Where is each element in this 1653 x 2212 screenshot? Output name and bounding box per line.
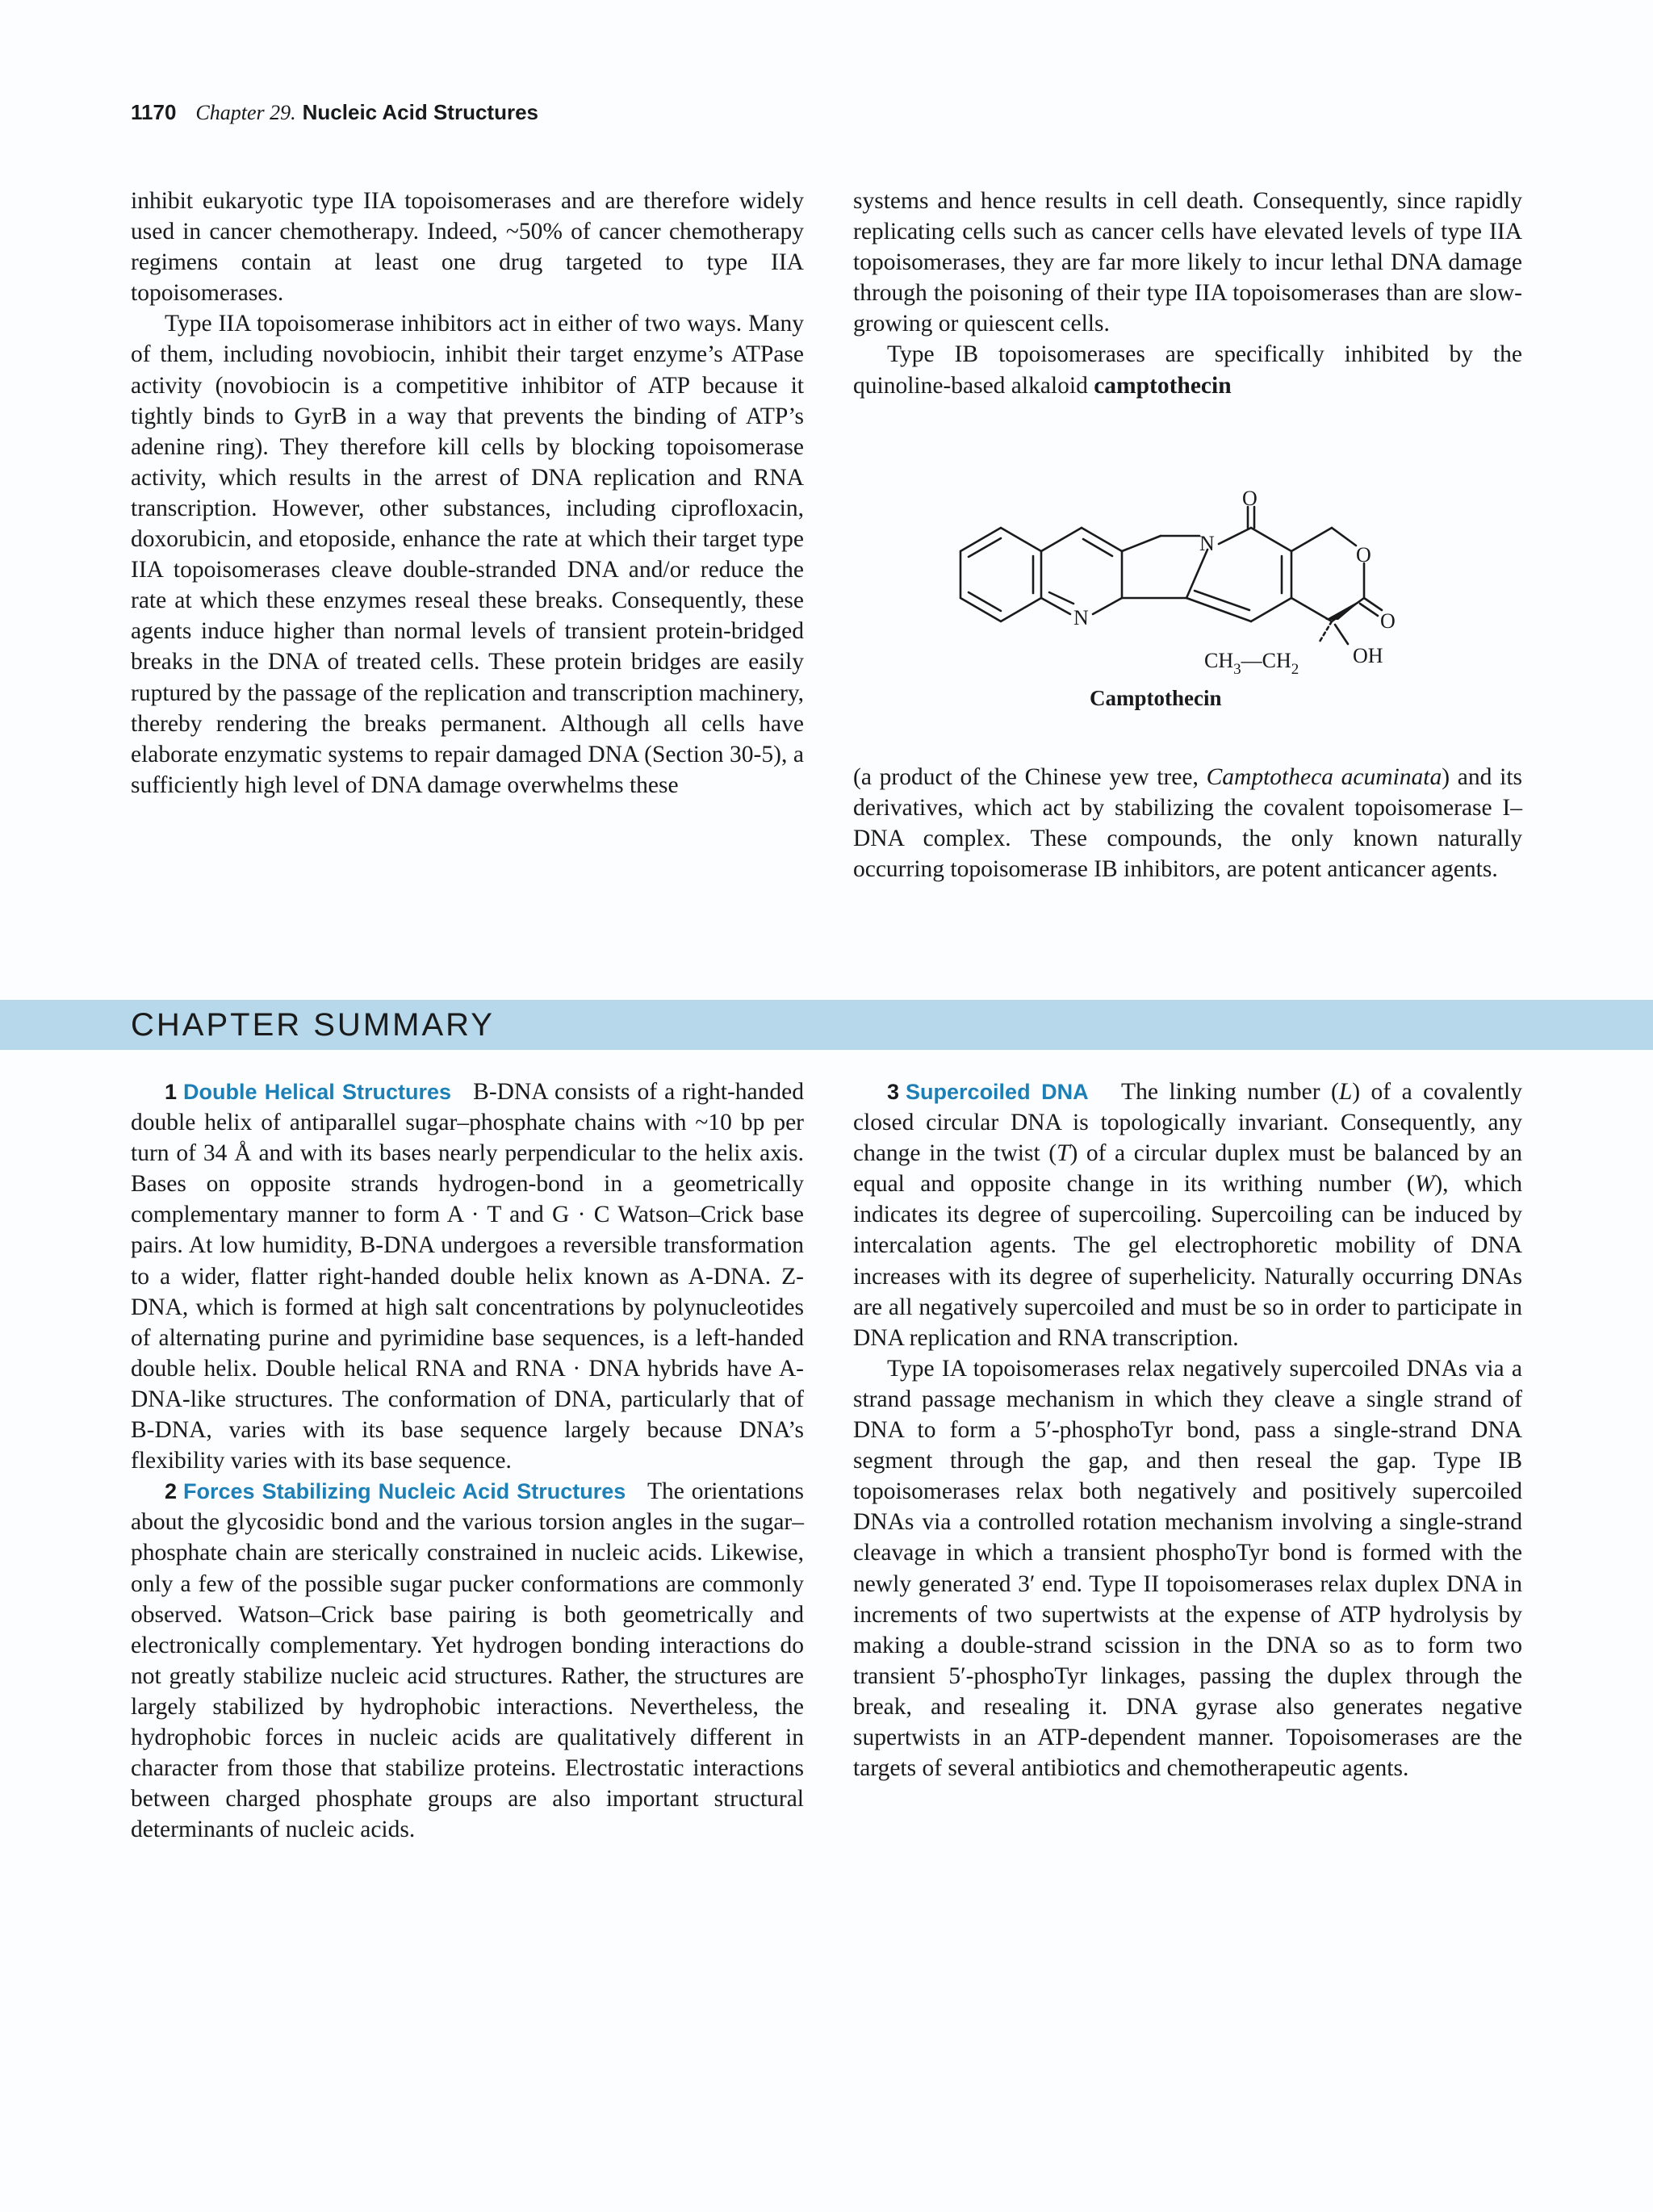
chapter-label: Chapter 29. — [195, 101, 296, 124]
section-heading: Forces Stabilizing Nucleic Acid Structures — [183, 1479, 626, 1504]
chapter-title: Nucleic Acid Structures — [302, 100, 538, 124]
summary-section-2 — [131, 1476, 804, 1845]
species-name: Camptotheca acuminata — [1206, 764, 1442, 790]
atom-label: O — [1242, 487, 1258, 510]
body-column-left — [131, 186, 804, 801]
paragraph — [853, 339, 1522, 400]
running-head — [131, 100, 538, 125]
atom-label: O — [1356, 543, 1371, 567]
symbol: L — [1338, 1079, 1353, 1105]
camptothecin-structure — [952, 483, 1437, 717]
paragraph-text: ) and its derivatives, which act by stabilizing the covalent topoisomerase I–DNA complex. These compounds, the only known naturally occurring topoisomerase IB inhibitors, are potent anticancer agents. — [853, 764, 1522, 883]
section-text: The linking number ( — [1121, 1079, 1339, 1105]
section-text: B-DNA consists of a right-handed double helix of antiparallel sugar–phosphate chains with ~10 bp per turn of 34 Å and with its bases nearly perpendicular to the helix axis. Bases on opposite strands hydrogen-bond in a geometrically complementary manner to form A · T and G · C Watson–Crick base pairs. At low humidity, B-DNA undergoes a reversible transformation to a wider, flatter right-handed double helix known as A-DNA. Z-DNA, which is formed at high salt concentrations by polynucleotides of alternating purine and pyrimidine base sequences, is a left-handed double helix. Double helical RNA and RNA · DNA hybrids have A-DNA-like structures. The conformation of DNA, particularly that of B-DNA, varies with its base sequence largely because DNA’s flexibility varies with its base sequence. — [131, 1079, 804, 1474]
compound-name: camptothecin — [1094, 372, 1232, 399]
summary-title: CHAPTER SUMMARY — [131, 1007, 495, 1043]
page-number: 1170 — [131, 100, 177, 124]
symbol: T — [1057, 1140, 1070, 1167]
section-heading: Supercoiled DNA — [906, 1080, 1089, 1104]
section-text: ) of a circular duplex must be balanced by an equal and opposite change in its writhing number ( — [853, 1140, 1522, 1198]
section-heading: Double Helical Structures — [183, 1080, 451, 1104]
structure-caption: Camptothecin — [1090, 686, 1222, 710]
section-text: ) of a covalently closed circular DNA is topologically invariant. Consequently, any change in the twist ( — [853, 1079, 1522, 1167]
paragraph — [853, 762, 1522, 884]
section-number: 2 — [165, 1479, 178, 1504]
paragraph-text: Type IB topoisomerases are specifically inhibited by the quinoline-based alkaloid — [853, 341, 1522, 399]
summary-column-left — [131, 1077, 804, 1845]
section-number: 1 — [165, 1080, 178, 1104]
body-column-right-upper — [853, 186, 1522, 401]
paragraph: inhibit eukaryotic type IIA topoisomerases and are therefore widely used in cancer chemotherapy. Indeed, ~50% of cancer chemotherapy regimens contain at least one drug targeted to type IIA topoisomerases. — [131, 188, 804, 307]
section-text: The orientations about the glycosidic bond and the various torsion angles in the sugar–phosphate chain are sterically constrained in nucleic acids. Likewise, only a few of the possible sugar pucker conformations are commonly observed. Watson–Crick base pairing is both geometrically and electronically complementary. Yet hydrogen bonding interactions do not greatly stabilize nucleic acid structures. Rather, the structures are largely stabilized by hydrophobic interactions. Nevertheless, the hydrophobic forces in nucleic acids are qualitatively different in character from those that stabilize proteins. Electrostatic interactions between charged phosphate groups are also important structural determinants of nucleic acids. — [131, 1478, 805, 1843]
body-column-right-lower — [853, 762, 1522, 884]
atom-label: OH — [1353, 644, 1383, 667]
paragraph: systems and hence results in cell death. Consequently, since rapidly replicating cells such as cancer cells have elevated levels of type IIA topoisomerases, they are far more likely to incur lethal DNA damage through the poisoning of their type IIA topoisomerases than are slow-growing or quiescent cells. — [853, 188, 1522, 337]
atom-label: O — [1380, 609, 1396, 633]
summary-section-3 — [853, 1077, 1522, 1353]
ethyl-label: $CH_3—CH_2$ — [1204, 649, 1299, 678]
paragraph-text: (a product of the Chinese yew tree, — [853, 764, 1199, 790]
summary-column-right — [853, 1077, 1522, 1783]
paragraph: Type IIA topoisomerase inhibitors act in either of two ways. Many of them, including novobiocin, inhibit their target enzyme’s ATPase activity (novobiocin is a competitive inhibitor of ATP because it tightly binds to GyrB in a way that prevents the binding of ATP’s adenine ring). They therefore kill cells by blocking topoisomerase activity, which results in the arrest of DNA replication and RNA transcription. However, other substances, including ciprofloxacin, doxorubicin, and etoposide, enhance the rate at which their target type IIA topoisomerases cleave double-stranded DNA and/or reduce the rate at which these enzymes reseal these breaks. Consequently, these agents induce higher than normal levels of transient protein-bridged breaks in the DNA of treated cells. These protein bridges are easily ruptured by the passage of the replication and transcription machinery, thereby rendering the breaks permanent. Although all cells have elaborate enzymatic systems to repair damaged DNA (Section 30-5), a sufficiently high level of DNA damage overwhelms these — [131, 311, 804, 798]
symbol: W — [1414, 1171, 1435, 1198]
section-number: 3 — [887, 1080, 900, 1104]
section-text: ), which indicates its degree of supercoiling. Supercoiling can be induced by intercalation agents. The gel electrophoretic mobility of DNA increases with its degree of superhelicity. Naturally occurring DNAs are all negatively supercoiled and must be so in order to participate in DNA replication and RNA transcription. — [853, 1171, 1523, 1351]
atom-label: N — [1073, 606, 1089, 629]
atom-label: N — [1199, 532, 1215, 555]
paragraph: Type IA topoisomerases relax negatively supercoiled DNAs via a strand passage mechanism in which they cleave a single strand of DNA to form a 5′-phosphoTyr bond, pass a single-strand DNA segment through the gap, and then reseal the gap. Type IB topoisomerases relax both negatively and positively supercoiled DNAs via a controlled rotation mechanism involving a single-strand cleavage in which a transient phosphoTyr bond is formed with the newly generated 3′ end. Type II topoisomerases relax duplex DNA in increments of two supertwists at the expense of ATP hydrolysis by making a double-strand scission in the DNA so as to form two transient 5′-phosphoTyr linkages, passing the duplex through the break, and resealing it. DNA gyrase also generates negative supertwists in an ATP-dependent manner. Topoisomerases are the targets of several antibiotics and chemotherapeutic agents. — [853, 1355, 1522, 1782]
summary-section-1 — [131, 1077, 804, 1476]
